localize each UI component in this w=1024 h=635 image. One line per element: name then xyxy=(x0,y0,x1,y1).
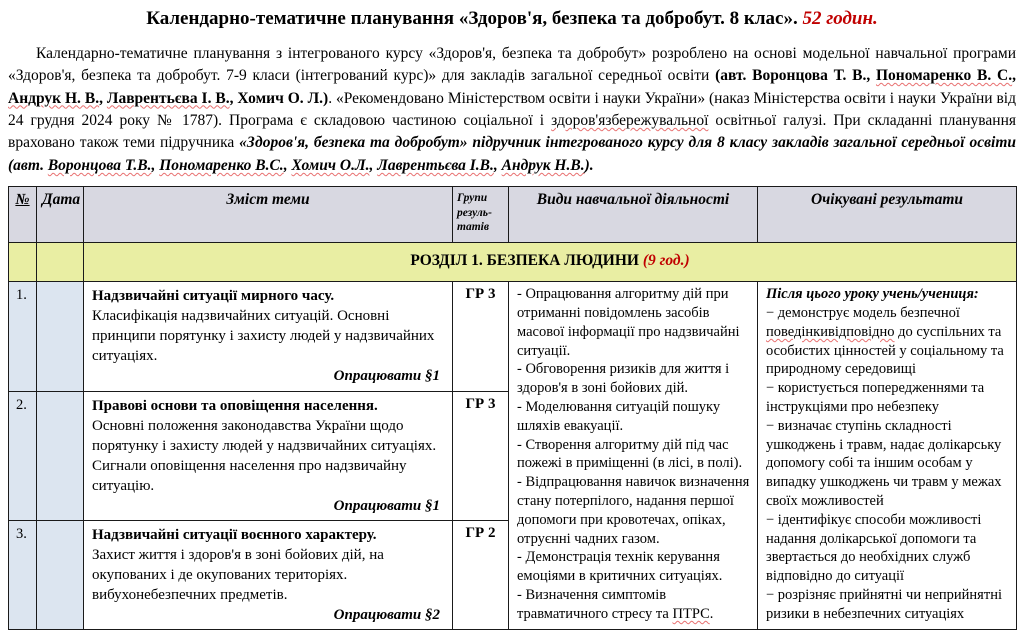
outcome-item: − ідентифікує способи можливості надання долікарської допомоги та звертається до необхідних служб відповідно до ситуації xyxy=(766,511,982,585)
homework-label: Опрацювати §1 xyxy=(333,368,440,385)
topic-title: Надзвичайні ситуації мирного часу. xyxy=(92,288,335,305)
page-title xyxy=(8,8,1016,31)
col-header-groups: Групи резуль-татів xyxy=(453,187,509,243)
outcomes-list xyxy=(766,304,1012,624)
planning-table xyxy=(8,186,1017,630)
section-hours: (9 год.) xyxy=(642,252,690,270)
col-header-activities: Види навчальної діяльності xyxy=(509,187,758,243)
activity-item: - Відпрацювання навичок визначення стану потерпілого, надання першої допомоги при кровотечах, опіках, отруєнні чадних газом. xyxy=(517,474,750,547)
topic-cell xyxy=(84,392,453,521)
title-hours: 52 годин. xyxy=(797,8,878,29)
date-cell xyxy=(37,392,84,521)
topic-title: Надзвичайні ситуації воєнного характеру. xyxy=(92,527,377,544)
group-cell: ГР 3 xyxy=(453,282,509,392)
date-cell xyxy=(37,521,84,630)
table-row-1 xyxy=(9,282,1017,392)
topic-body: Захист життя і здоров'я в зоні бойових дій, на окупованих і де окупованих територіях. вибухонебезпечних предметів. xyxy=(92,547,384,604)
homework-label: Опрацювати §2 xyxy=(333,607,440,624)
topic-body: Основні положення законодавства України щодо порятунку і захисту людей у надзвичайних ситуаціях. Сигнали оповіщення населення про надзвичайну ситуацію. xyxy=(92,418,437,495)
activity-item: - Визначення симптомів травматичного стресу та ПТРС. xyxy=(517,586,714,622)
outcomes-lead: Після цього уроку учень/учениця: xyxy=(766,286,979,303)
outcome-item: − визначає ступінь складності ушкоджень і травм, надає долікарську допомогу собі та іншим особам у випадку ушкоджень чи травм у межах своїх можливостей xyxy=(766,417,1002,509)
title-main: Календарно-тематичне планування «Здоров'я, безпека та добробут. 8 клас». xyxy=(146,8,798,29)
section-num-cell xyxy=(9,243,37,282)
topic-cell xyxy=(84,521,453,630)
header-row xyxy=(9,187,1017,243)
col-header-num: № xyxy=(9,187,37,243)
topic-cell xyxy=(84,282,453,392)
outcomes-cell xyxy=(758,282,1017,630)
activity-item: - Моделювання ситуацій пошуку шляхів евакуації. xyxy=(517,399,721,434)
activity-item: - Обговорення ризиків для життя і здоров'я в зоні бойових дій. xyxy=(517,361,730,397)
activity-item: - Опрацювання алгоритму дій при отриманні повідомлень засобів масової інформації про надзвичайні ситуації. xyxy=(517,286,740,359)
outcome-item: − користується попередженнями та інструкціями про небезпеку xyxy=(766,380,985,416)
row-number-cell: 3. xyxy=(9,521,37,630)
col-header-date: Дата xyxy=(37,187,84,243)
activity-item: - Створення алгоритму дій під час пожежі в приміщенні (в лісі, в полі). xyxy=(517,436,743,472)
homework-label: Опрацювати §1 xyxy=(333,498,440,515)
table-header xyxy=(9,187,1017,243)
section-row xyxy=(9,243,1017,282)
date-cell xyxy=(37,282,84,392)
activity-item: - Демонстрація технік керування емоціями в критичних ситуаціях. xyxy=(517,549,723,585)
col-header-topic: Зміст теми xyxy=(84,187,453,243)
outcome-item: − демонструє модель безпечної поведінкивідповідно до суспільних та особистих цінностей у соціальному та природному середовищі xyxy=(766,305,1004,378)
row-number-cell: 1. xyxy=(9,282,37,392)
section-title-cell xyxy=(84,243,1017,282)
section-date-cell xyxy=(37,243,84,282)
topic-body: Класифікація надзвичайних ситуацій. Основні принципи порятунку і захисту людей у надзвичайних ситуаціях. xyxy=(92,308,435,365)
section-title: РОЗДІЛ 1. БЕЗПЕКА ЛЮДИНИ xyxy=(410,252,643,270)
col-header-outcomes: Очікувані результати xyxy=(758,187,1017,243)
activities-cell xyxy=(509,282,758,630)
group-cell: ГР 2 xyxy=(453,521,509,630)
outcome-item: − розрізняє прийнятні чи неприйнятні ризики в небезпечних ситуаціях xyxy=(766,586,1002,622)
group-cell: ГР 3 xyxy=(453,392,509,521)
row-number-cell: 2. xyxy=(9,392,37,521)
intro-paragraph: Календарно-тематичне планування з інтегрованого курсу «Здоров'я, безпека та добробут» розроблено на основі модельної навчальної програми «Здоров'я, безпека та добробут. 7-9 класи (інтегрований курс)» для закладів загальної середньої освіти (авт. Воронцова Т. В., Пономаренко В. С., Андрук Н. В., Лаврентьєва І. В., Хомич О. Л.). «Рекомендовано Міністерством освіти і науки України» (наказ Міністерства освіти і науки України від 24 грудня 2024 року № 1787). Програма є складовою частиною соціальної і здоров'язбережувальної освітньої галузі. При складанні планування враховано також теми підручника «Здоров'я, безпека та добробут» підручник інтегрованого курсу для 8 класу закладів загальної середньої освіти (авт. Воронцова Т.В., Пономаренко В.С., Хомич О.Л., Лаврентьєва І.В., Андрук Н.В.). xyxy=(8,44,1016,174)
topic-title: Правові основи та оповіщення населення. xyxy=(92,398,378,415)
